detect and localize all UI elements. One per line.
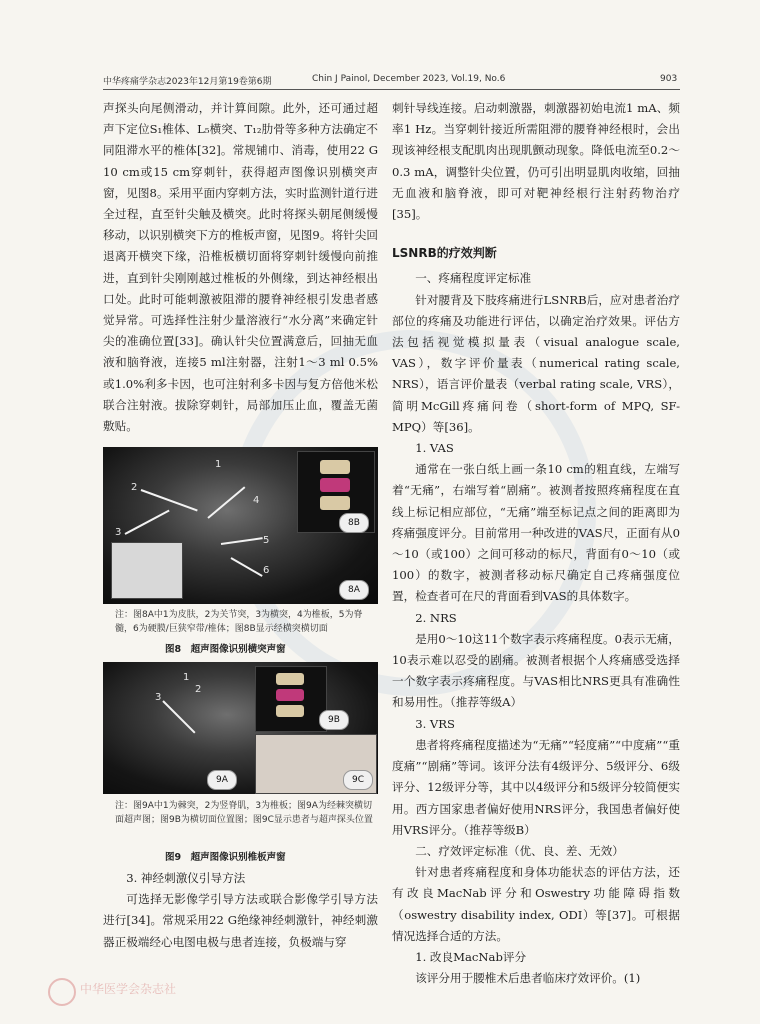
arrow: [231, 557, 263, 577]
figure-8-caption: 图8 超声图像识别横突声窗: [165, 644, 286, 655]
section-heading: 3. 神经刺激仪引导方法: [126, 871, 246, 885]
paragraph: 可选择无影像学引导方法或联合影像学引导方法进行[34]。常规采用22 G绝缘神经刺激针，神经刺激器正极端经心电图电极与患者连接，负极端与穿: [103, 892, 378, 949]
header-rule: [103, 89, 680, 90]
arrow: [125, 510, 170, 535]
figure-9b-spine-model: [255, 666, 327, 732]
figure-9-note: 注：图9A中1为棘突，2为竖脊肌，3为椎板；图9A为经棘突横切面超声图；图9B为横切面位置图；图9C显示患者与超声探头位置: [115, 801, 373, 825]
arrow: [162, 700, 195, 733]
fig8-label: 3: [115, 527, 122, 538]
paragraph: 通常在一张白纸上画一条10 cm的粗直线，左端写着“无痛”，右端写着“剧痛”。被测者按照疼痛程度在直线上标记相应部位，“无痛”端至标记点之间的距离即为疼痛强度评分。目前常用一种改进的VAS尺，正面有从0～10（或100）之间可移动的标尺，背面有0～10（或100）的数字，被测者移动标尺确定自己疼痛强度位置，检查者可在尺的背面看到VAS的具体数字。: [392, 462, 680, 604]
left-column-bottom: [103, 868, 378, 953]
paragraph: 刺针导线连接。启动刺激器，刺激器初始电流1 mA、频率1 Hz。当穿刺针接近所需阻滞的腰脊神经根时，会出现该神经根支配肌肉出现肌颤动现象。降低电流至0.2～0.3 mA，调整针尖位置，仍可引出明显肌肉收缩，回抽无血液和脑脊液，即可对靶神经根行注射药物治疗[35]。: [392, 101, 680, 222]
fig9c-badge: 9C: [343, 770, 373, 790]
subsection-heading: 二、疗效评定标准（优、良、差、无效）: [415, 843, 624, 858]
subsubsection-heading: 3. VRS: [415, 716, 455, 731]
vertebra: [276, 705, 304, 717]
subsection-heading: 一、疼痛程度评定标准: [415, 271, 532, 286]
vertebra: [320, 478, 350, 492]
figure-8a-ultrasound: [103, 447, 378, 604]
publisher-name: 中华医学会杂志社: [80, 982, 177, 996]
fig8a-badge: 8A: [339, 580, 369, 600]
fig8-label: 2: [131, 482, 138, 493]
section-title: LSNRB的疗效判断: [392, 246, 497, 261]
fig8-label: 5: [263, 535, 270, 546]
publisher-logo-icon: [48, 978, 76, 1006]
left-column-text: [103, 98, 378, 437]
paragraph: 该评分用于腰椎术后患者临床疗效评价。(1): [415, 971, 641, 986]
journal-title-en: Chin J Painol, December 2023, Vol.19, No.6: [312, 74, 506, 84]
journal-title-cn: 中华疼痛学杂志2023年12月第19卷第6期: [103, 77, 272, 87]
arrow: [141, 489, 198, 511]
right-column-text: [392, 98, 680, 989]
subsubsection-heading: 1. VAS: [415, 441, 454, 456]
vertebra: [276, 689, 304, 701]
fig9-label: 1: [183, 672, 190, 683]
vertebra: [276, 673, 304, 685]
page-number: 903: [660, 74, 678, 84]
fig8b-badge: 8B: [339, 513, 369, 533]
probe-inset: [111, 542, 183, 599]
fig9a-badge: 9A: [207, 770, 237, 790]
fig8-label: 4: [253, 495, 260, 506]
fig9-label: 3: [155, 692, 162, 703]
figure-8-note: 注：图8A中1为皮肤，2为关节突，3为横突，4为椎板，5为脊髓，6为硬膜/巨狭窄带/椎体；图8B显示经横突横切面: [115, 610, 363, 634]
fig8-label: 1: [215, 459, 222, 470]
figure-9a-ultrasound: [103, 662, 378, 794]
paragraph: 是用0～10这11个数字表示疼痛程度。0表示无痛，10表示难以忍受的剧痛。被测者根据个人疼痛感受选择一个数字表示疼痛程度。与VAS相比NRS更具有准确性和易用性。（推荐等级A）: [392, 631, 680, 710]
arrow: [221, 537, 263, 545]
fig8-label: 6: [263, 565, 270, 576]
paragraph: 声探头向尾侧滑动，并计算间隙。此外，还可通过超声下定位S₁椎体、L₅横突、T₁₂肋骨等多种方法确定不同阻滞水平的椎体[32]。常规铺巾、消毒，使用22 G 10 cm或15 cm穿刺针，获得超声图像识别横突声窗，见图8。采用平面内穿刺方法，实时监测针道行进全过程，直至针尖触及横突。此时将探头朝尾侧缓慢移动，以识别横突下方的椎板声窗，见图9。将针尖回退离开横突下缘，沿椎板横切面将穿刺针缓慢向前推进，直到针尖刚刚越过椎板的外侧缘，到达神经根出口处。此时可能刺激被阻滞的腰脊神经根引发患者感觉异常。可选择性注射少量溶液行“水分离”来确定针尖的准确位置[33]。确认针尖位置满意后，回抽无血液和脑脊液，连接5 ml注射器，注射1～3 ml 0.5%或1.0%利多卡因，也可注射利多卡因与复方倍他米松联合注射液。拔除穿刺针，局部加压止血，覆盖无菌敷贴。: [103, 101, 378, 434]
subsubsection-heading: 2. NRS: [415, 610, 457, 625]
vertebra: [320, 460, 350, 474]
figure-9-caption: 图9 超声图像识别椎板声窗: [165, 852, 286, 863]
arrow: [207, 486, 245, 518]
vertebra: [320, 496, 350, 510]
paragraph: 针对腰背及下肢疼痛进行LSNRB后，应对患者治疗部位的疼痛及功能进行评估，以确定治疗效果。评估方法包括视觉模拟量表（visual analogue scale, VAS），数字评价量表（numerical rating scale, NRS），语言评价量表（verbal rating scale, VRS），简明McGill疼痛问卷（short-form of MPQ, SF-MPQ）等[36]。: [392, 292, 680, 434]
subsubsection-heading: 1. 改良MacNab评分: [415, 949, 527, 964]
paragraph: 患者将疼痛程度描述为“无痛”“轻度痛”“中度痛”“重度痛”“剧痛”等词。该评分法有4级评分、5级评分、6级评分、12级评分等，其中以4级评分和5级评分较简便实用。西方国家患者偏好使用NRS评分，我国患者偏好使用VRS评分。（推荐等级B）: [392, 737, 680, 837]
fig9b-badge: 9B: [319, 710, 349, 730]
fig9-label: 2: [195, 684, 202, 695]
paragraph: 针对患者疼痛程度和身体功能状态的评估方法，还有改良MacNab评分和Oswestry功能障碍指数（oswestry disability index, ODI）等[37]。可根据情况选择合适的方法。: [392, 865, 680, 943]
